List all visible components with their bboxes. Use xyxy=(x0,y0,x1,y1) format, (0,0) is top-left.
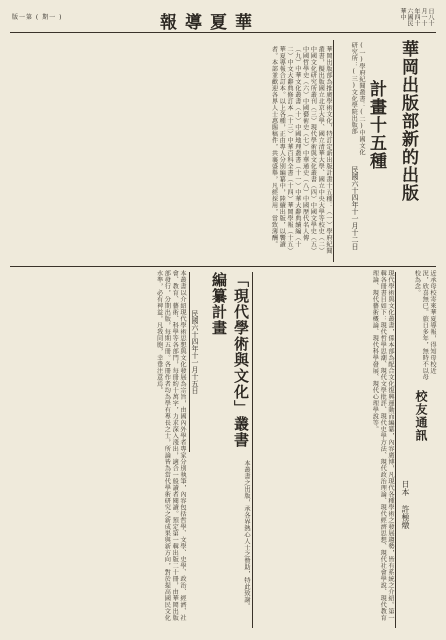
series-body: 本叢書以介紹現代學術思想與文化發展為宗旨，由國內外學者專家分別執筆，內容包括哲學、文學、史學、政治、經濟、社會、教育、藝術、科學等各部門，每冊約十萬字，力求深入淺出，適合一般讀者閱讀。預定第一輯出版二十冊，由華岡出版部發行，分期出版，每期五冊。各冊作者均為學有專長之士，所論皆為當代學術研究之新成果與新方向，對於提高國民文化水準，必有裨益。凡我同胞，幸垂注意焉。 xyxy=(155,270,186,621)
column-divider xyxy=(252,272,253,628)
section-divider xyxy=(10,266,436,267)
article-date: 民國六十四年十一月十二日 xyxy=(351,166,359,250)
article-headline: 華岡出版部新的出版 xyxy=(398,40,418,202)
article-body: 華岡出版部為推廣學術文化，特訂定新出版計畫十五種：（一）學府紀聞叢書，擬出版國立北京大學、國立清華大學、國立中央大學等校史（二）中國文化研究所叢刊（三）現代學術與文化叢書（四）中國文學史（五）中國哲學史（六）中國藝術史（七）中華通史（八）中國歷代名人傳（九）中華文化叢書（十）中國地理叢書（十一）中華大辭典續編（十二）中文大辭典修訂本（十三）中華百科全書（十四）華岡學報（十五）華夏導報合訂本。以上各種，正由專人分別編纂中，陸續出版，以饗讀者。本部並歡迎各界人士惠賜稿件，共襄盛舉，凡經採用，當致薄酬。 xyxy=(270,46,332,254)
series-book-list: 現代學術與文化叢書，係本部為配合文化復興運動而編纂，內容廣博，凡現代各種學術之發展趨勢，皆有系統之介紹。第一輯各冊書目如下：現代哲學思潮、現代文學批評、現代史學方法、現代政治理論、現代經濟思想、現代社會學說、現代教育理論、現代藝術概論、現代科學發展、現代心理學說等。 xyxy=(371,270,394,621)
series-headline: 「現代學術與文化」叢書 xyxy=(232,272,250,448)
article-subheadline: 計畫十五種 xyxy=(366,80,386,170)
masthead-title: 報導夏華 xyxy=(160,13,260,33)
article-publishing-plan xyxy=(10,36,436,266)
series-date: 民國六十四年十一月十五日 xyxy=(191,310,199,394)
masthead-edition: 版一第 ( 期一 ) xyxy=(12,14,63,21)
alumni-headline: 校友通訊 xyxy=(414,390,428,442)
column-divider xyxy=(333,40,334,262)
alumni-author: 日本 許極燉 xyxy=(401,480,410,529)
column-divider xyxy=(189,272,190,452)
masthead xyxy=(10,6,436,33)
article-body-lead: (一)學府紀聞叢書：(二)中國文化研究所：(三)文化學院出版部 xyxy=(350,42,365,156)
column-divider xyxy=(395,272,396,628)
alumni-body: 近承母校寄來華夏導報，得知母校近況，欣喜無已。旅日多年，無時不以母校為念。 xyxy=(413,270,436,381)
lower-section xyxy=(10,270,436,630)
masthead-date: 日八十月一十年四十六國民華中 xyxy=(399,8,434,26)
series-note: 本叢書之出版，承各界熱心人士之贊助，特此致謝。 xyxy=(243,460,250,610)
series-subheadline: 編纂計畫 xyxy=(210,272,228,336)
